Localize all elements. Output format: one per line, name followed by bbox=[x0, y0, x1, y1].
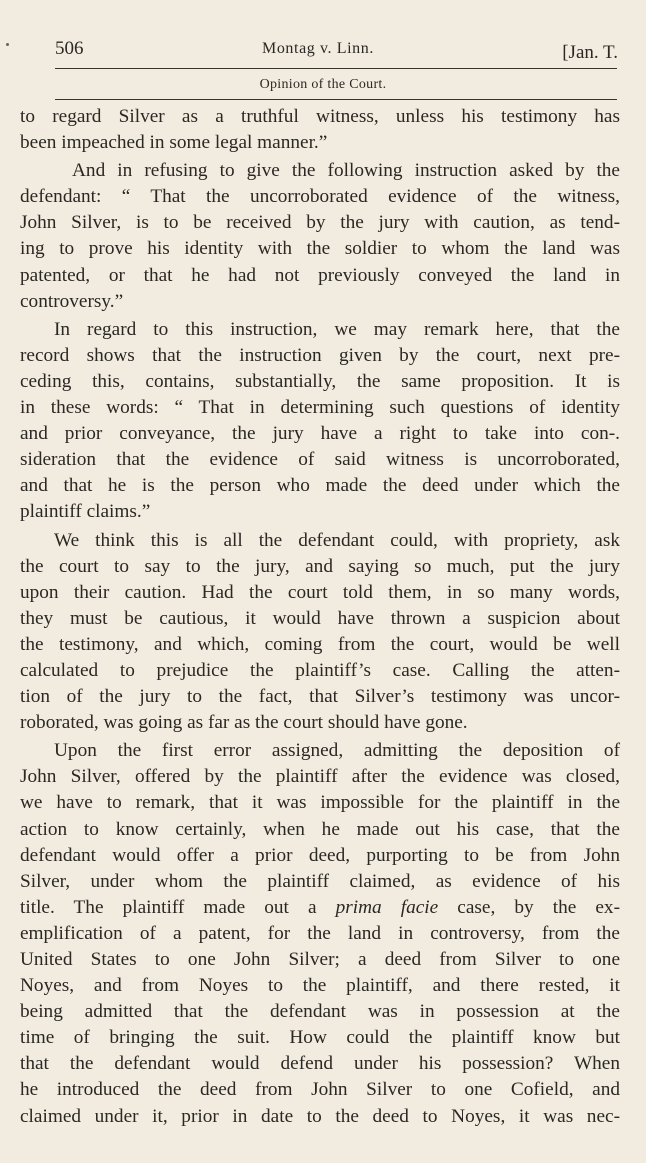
text-line: that the defendant would defend under his possession? When bbox=[20, 1053, 620, 1075]
text-line-with-italic bbox=[20, 895, 620, 921]
text-segment: case, by the ex- bbox=[438, 896, 620, 918]
text-line: he introduced the deed from John Silver to one Cofield, and bbox=[20, 1079, 620, 1101]
text-line: and prior conveyance, the jury have a right to take into con-. bbox=[20, 423, 620, 445]
opinion-text bbox=[20, 104, 620, 1130]
text-line: ceding this, contains, substantially, the same proposition. It is bbox=[20, 370, 620, 392]
text-line: sideration that the evidence of said witness is uncorroborated, bbox=[20, 449, 620, 471]
running-term: [Jan. T. bbox=[562, 42, 618, 63]
paragraph-start: In regard to this instruction, we may remark here, that the bbox=[54, 318, 620, 340]
text-line: controversy.” bbox=[20, 290, 124, 312]
text-line: upon their caution. Had the court told them, in so many words, bbox=[20, 581, 620, 603]
text-line: calculated to prejudice the plaintiff’s case. Calling the atten- bbox=[20, 659, 620, 681]
subhead-rule bbox=[55, 99, 617, 100]
text-line: the testimony, and which, coming from the court, would be well bbox=[20, 633, 620, 655]
text-line: John Silver, is to be received by the jury with caution, as tend- bbox=[20, 212, 620, 234]
text-line: emplification of a patent, for the land in controversy, from the bbox=[20, 922, 620, 944]
text-line: the court to say to the jury, and saying so much, put the jury bbox=[20, 555, 620, 577]
text-line: Noyes, and from Noyes to the plaintiff, and there rested, it bbox=[20, 975, 620, 997]
running-title: Montag v. Linn. bbox=[262, 40, 374, 57]
text-line: United States to one John Silver; a deed from Silver to one bbox=[20, 949, 620, 970]
text-line: we have to remark, that it was impossible for the plaintiff in the bbox=[20, 792, 620, 814]
text-line: and that he is the person who made the deed under which the bbox=[20, 475, 620, 497]
text-line: record shows that the instruction given by the court, next pre- bbox=[20, 344, 620, 366]
paragraph-start: We think this is all the defendant could, with propriety, ask bbox=[54, 529, 620, 551]
text-line: tion of the jury to the fact, that Silver’s testimony was uncor- bbox=[20, 686, 620, 708]
text-line: action to know certainly, when he made out his case, that the bbox=[20, 818, 620, 840]
text-line: ing to prove his identity with the soldier to whom the land was bbox=[20, 238, 620, 260]
text-line: patented, or that he had not previously conveyed the land in bbox=[20, 264, 620, 286]
header-rule bbox=[55, 68, 617, 69]
text-line: been impeached in some legal manner.” bbox=[20, 132, 328, 154]
section-subhead: Opinion of the Court. bbox=[259, 77, 387, 92]
page-number: 506 bbox=[55, 38, 84, 59]
text-line: Silver, under whom the plaintiff claimed, as evidence of his bbox=[20, 870, 620, 892]
text-line: being admitted that the defendant was in possession at the bbox=[20, 1001, 620, 1023]
text-line: to regard Silver as a truthful witness, unless his testimony has bbox=[20, 106, 620, 127]
paragraph-start: And in refusing to give the following instruction asked by the bbox=[72, 160, 620, 182]
paragraph-start: Upon the first error assigned, admitting the deposition of bbox=[54, 740, 620, 762]
ink-speck bbox=[6, 43, 9, 46]
text-line: claimed under it, prior in date to the deed to Noyes, it was nec- bbox=[20, 1105, 620, 1127]
text-line: roborated, was going as far as the court should have gone. bbox=[20, 712, 468, 734]
text-line: John Silver, offered by the plaintiff after the evidence was closed, bbox=[20, 766, 620, 788]
text-line: defendant: “ That the uncorroborated evidence of the witness, bbox=[20, 186, 620, 208]
running-header bbox=[55, 38, 618, 68]
text-line: they must be cautious, it would have thrown a suspicion about bbox=[20, 607, 620, 629]
italic-latin-phrase: prima facie bbox=[335, 896, 439, 918]
text-line: in these words: “ That in determining such questions of identity bbox=[20, 397, 620, 419]
text-line: defendant would offer a prior deed, purporting to be from John bbox=[20, 844, 620, 866]
text-segment: title. The plaintiff made out a bbox=[20, 896, 336, 918]
text-line: time of bringing the suit. How could the plaintiff know but bbox=[20, 1027, 620, 1049]
text-line: plaintiff claims.” bbox=[20, 501, 151, 523]
